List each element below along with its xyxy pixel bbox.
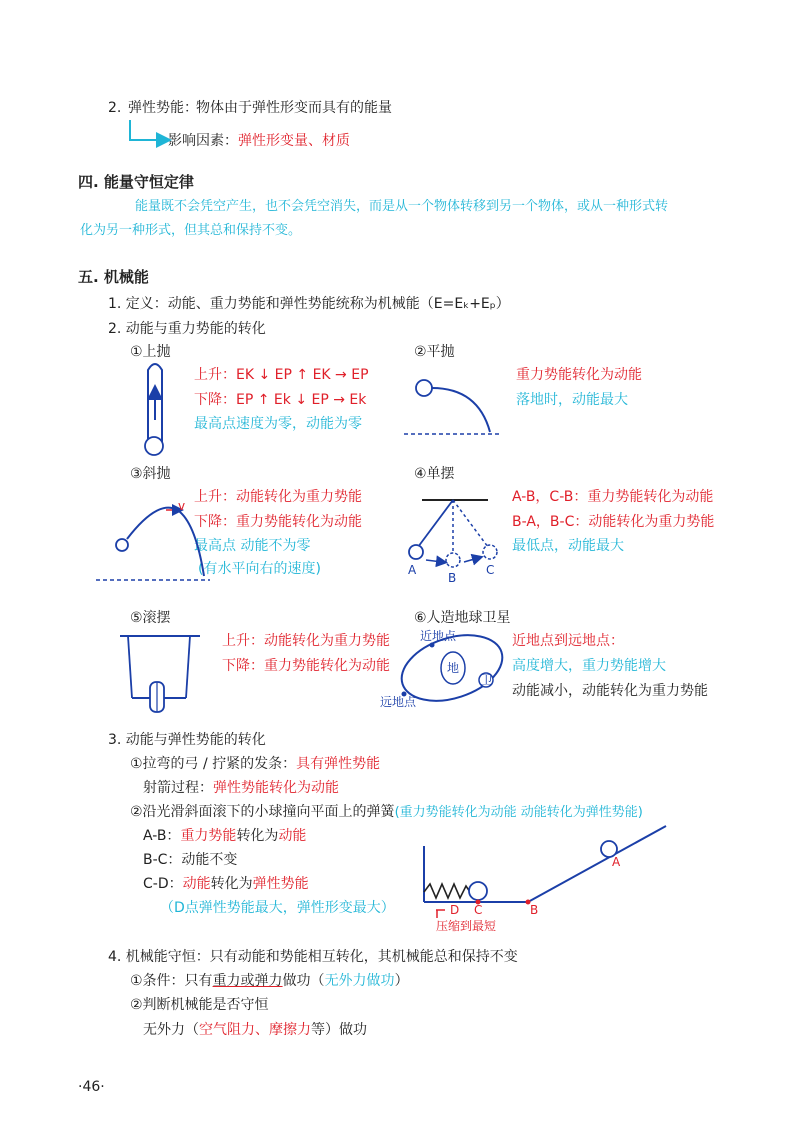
ball-icon (116, 539, 128, 551)
archery-value: 弹性势能转化为动能 (213, 780, 339, 796)
section4-line2: 化为另一种形式，但其总和保持不变。 (80, 223, 302, 238)
ext-a: 无外力（ (143, 1022, 199, 1038)
elastic-num: 2. (108, 100, 122, 116)
case6-line1: 近地点到远地点： (512, 633, 624, 649)
archery-label-text: 射箭过程： (143, 780, 213, 796)
subsection3-title: 3. 动能与弹性势能的转化 (108, 732, 266, 748)
cond-a: ①条件：只有 (130, 973, 213, 989)
bc-line: B-C：动能不变 (143, 852, 238, 868)
horizontal-throw-diagram (404, 380, 500, 434)
subsection2-title: 2. 动能与重力势能的转化 (108, 321, 266, 337)
satellite-label: 卫 (481, 673, 494, 687)
case3-down: 下降：重力势能转化为动能 (194, 514, 362, 530)
judge-line: ②判断机械能是否守恒 (130, 997, 269, 1013)
incline-label-a: A (612, 855, 621, 869)
ext-c: 等）做功 (311, 1022, 367, 1038)
ball-icon (469, 882, 487, 900)
case6-title: ⑥人造地球卫星 (414, 610, 511, 626)
d-note: （D点弹性势能最大，弹性形变最大） (160, 900, 395, 916)
section5-title: 五. 机械能 (78, 268, 149, 286)
case3-note: (有水平向右的速度) (198, 561, 321, 577)
bow-value: 具有弹性势能 (296, 756, 381, 772)
section4-line1: 能量既不会凭空产生，也不会凭空消失，而是从一个物体转移到另一个物体，或从一种形式转 (135, 199, 669, 214)
case4-title: ④单摆 (414, 466, 455, 482)
case2-line1: 重力势能转化为动能 (516, 367, 642, 383)
apogee-label: 远地点 (380, 695, 417, 709)
case5-down: 下降：重力势能转化为动能 (222, 658, 390, 674)
case3-up: 上升：动能转化为重力势能 (194, 489, 362, 505)
perigee-label: 近地点 (420, 629, 457, 643)
case5-up: 上升：动能转化为重力势能 (222, 633, 390, 649)
ab-b: 重力势能 (180, 828, 237, 844)
velocity-label: v (178, 499, 186, 513)
cd-a: C-D： (143, 876, 183, 892)
bow-label-text: ①拉弯的弓 / 拧紧的发条： (130, 756, 297, 772)
pendulum-label-a: A (408, 563, 417, 577)
cond-c: 做功（ (282, 973, 325, 989)
cd-b: 动能 (182, 876, 211, 892)
spring-example-note: (重力势能转化为动能 动能转化为弹性势能) (394, 805, 643, 820)
case1-top: 最高点速度为零，动能为零 (194, 416, 362, 432)
compress-label: 压缩到最短 (436, 919, 497, 933)
ball-icon (145, 437, 163, 455)
earth-label: 地 (447, 661, 460, 675)
spring-icon (424, 884, 470, 898)
case4-line2: B-A，B-C：动能转化为重力势能 (512, 514, 715, 530)
factor-value: 弹性形变量、材质 (238, 133, 350, 149)
cond-e: ） (394, 973, 409, 989)
pendulum-diagram (408, 500, 497, 585)
case6-line3: 动能减小，动能转化为重力势能 (512, 683, 708, 699)
factor-label: 影响因素： (168, 133, 238, 149)
cond-b: 重力或弹力 (212, 973, 283, 989)
cd-c: 转化为 (210, 876, 253, 892)
case3-title: ③斜抛 (130, 466, 171, 482)
spring-example-text: ②沿光滑斜面滚下的小球撞向平面上的弹簧 (130, 804, 395, 820)
pendulum-label-c: C (486, 563, 495, 577)
case1-title: ①上抛 (130, 344, 171, 360)
section4-title: 四. 能量守恒定律 (78, 173, 194, 191)
incline-spring-diagram (424, 826, 666, 933)
page-number: ·46· (78, 1079, 105, 1095)
case4-line1: A-B，C-B：重力势能转化为动能 (512, 489, 714, 505)
case2-line2: 落地时，动能最大 (516, 392, 628, 408)
maxwell-wheel-diagram (120, 636, 200, 712)
case1-down: 下降：EP ↑ Ek ↓ EP → Ek (194, 392, 367, 408)
case6-line2: 高度增大，重力势能增大 (512, 658, 666, 674)
vertical-throw-diagram (145, 364, 163, 455)
pendulum-label-b: B (448, 571, 457, 585)
case2-title: ②平抛 (414, 344, 455, 360)
elastic-definition: 物体由于弹性形变而具有的能量 (196, 100, 392, 116)
ext-b: 空气阻力、摩擦力 (199, 1022, 311, 1038)
factor-bracket-arrow (130, 120, 164, 140)
ab-a: A-B： (143, 828, 181, 844)
satellite-orbit-diagram (380, 623, 511, 712)
case5-title: ⑤滚摆 (130, 610, 171, 626)
case3-top: 最高点 动能不为零 (194, 538, 311, 554)
case4-line3: 最低点，动能最大 (512, 538, 624, 554)
subsection4-title: 4. 机械能守恒：只有动能和势能相互转化，其机械能总和保持不变 (108, 949, 518, 965)
oblique-throw-diagram (96, 499, 210, 580)
cd-d: 弹性势能 (252, 876, 309, 892)
ab-d: 动能 (278, 828, 307, 844)
ball-icon (416, 380, 432, 396)
ab-c: 转化为 (236, 828, 279, 844)
cond-d: 无外力做功 (324, 973, 395, 989)
elastic-label: 弹性势能： (128, 100, 198, 116)
case1-up: 上升：EK ↓ EP ↑ EK → EP (194, 367, 369, 383)
incline-label-b: B (530, 903, 539, 917)
mech-definition: 1. 定义：动能、重力势能和弹性势能统称为机械能（E=Eₖ+Eₚ） (108, 296, 510, 312)
incline-label-c: C (474, 903, 483, 917)
incline-label-d: D (450, 903, 460, 917)
